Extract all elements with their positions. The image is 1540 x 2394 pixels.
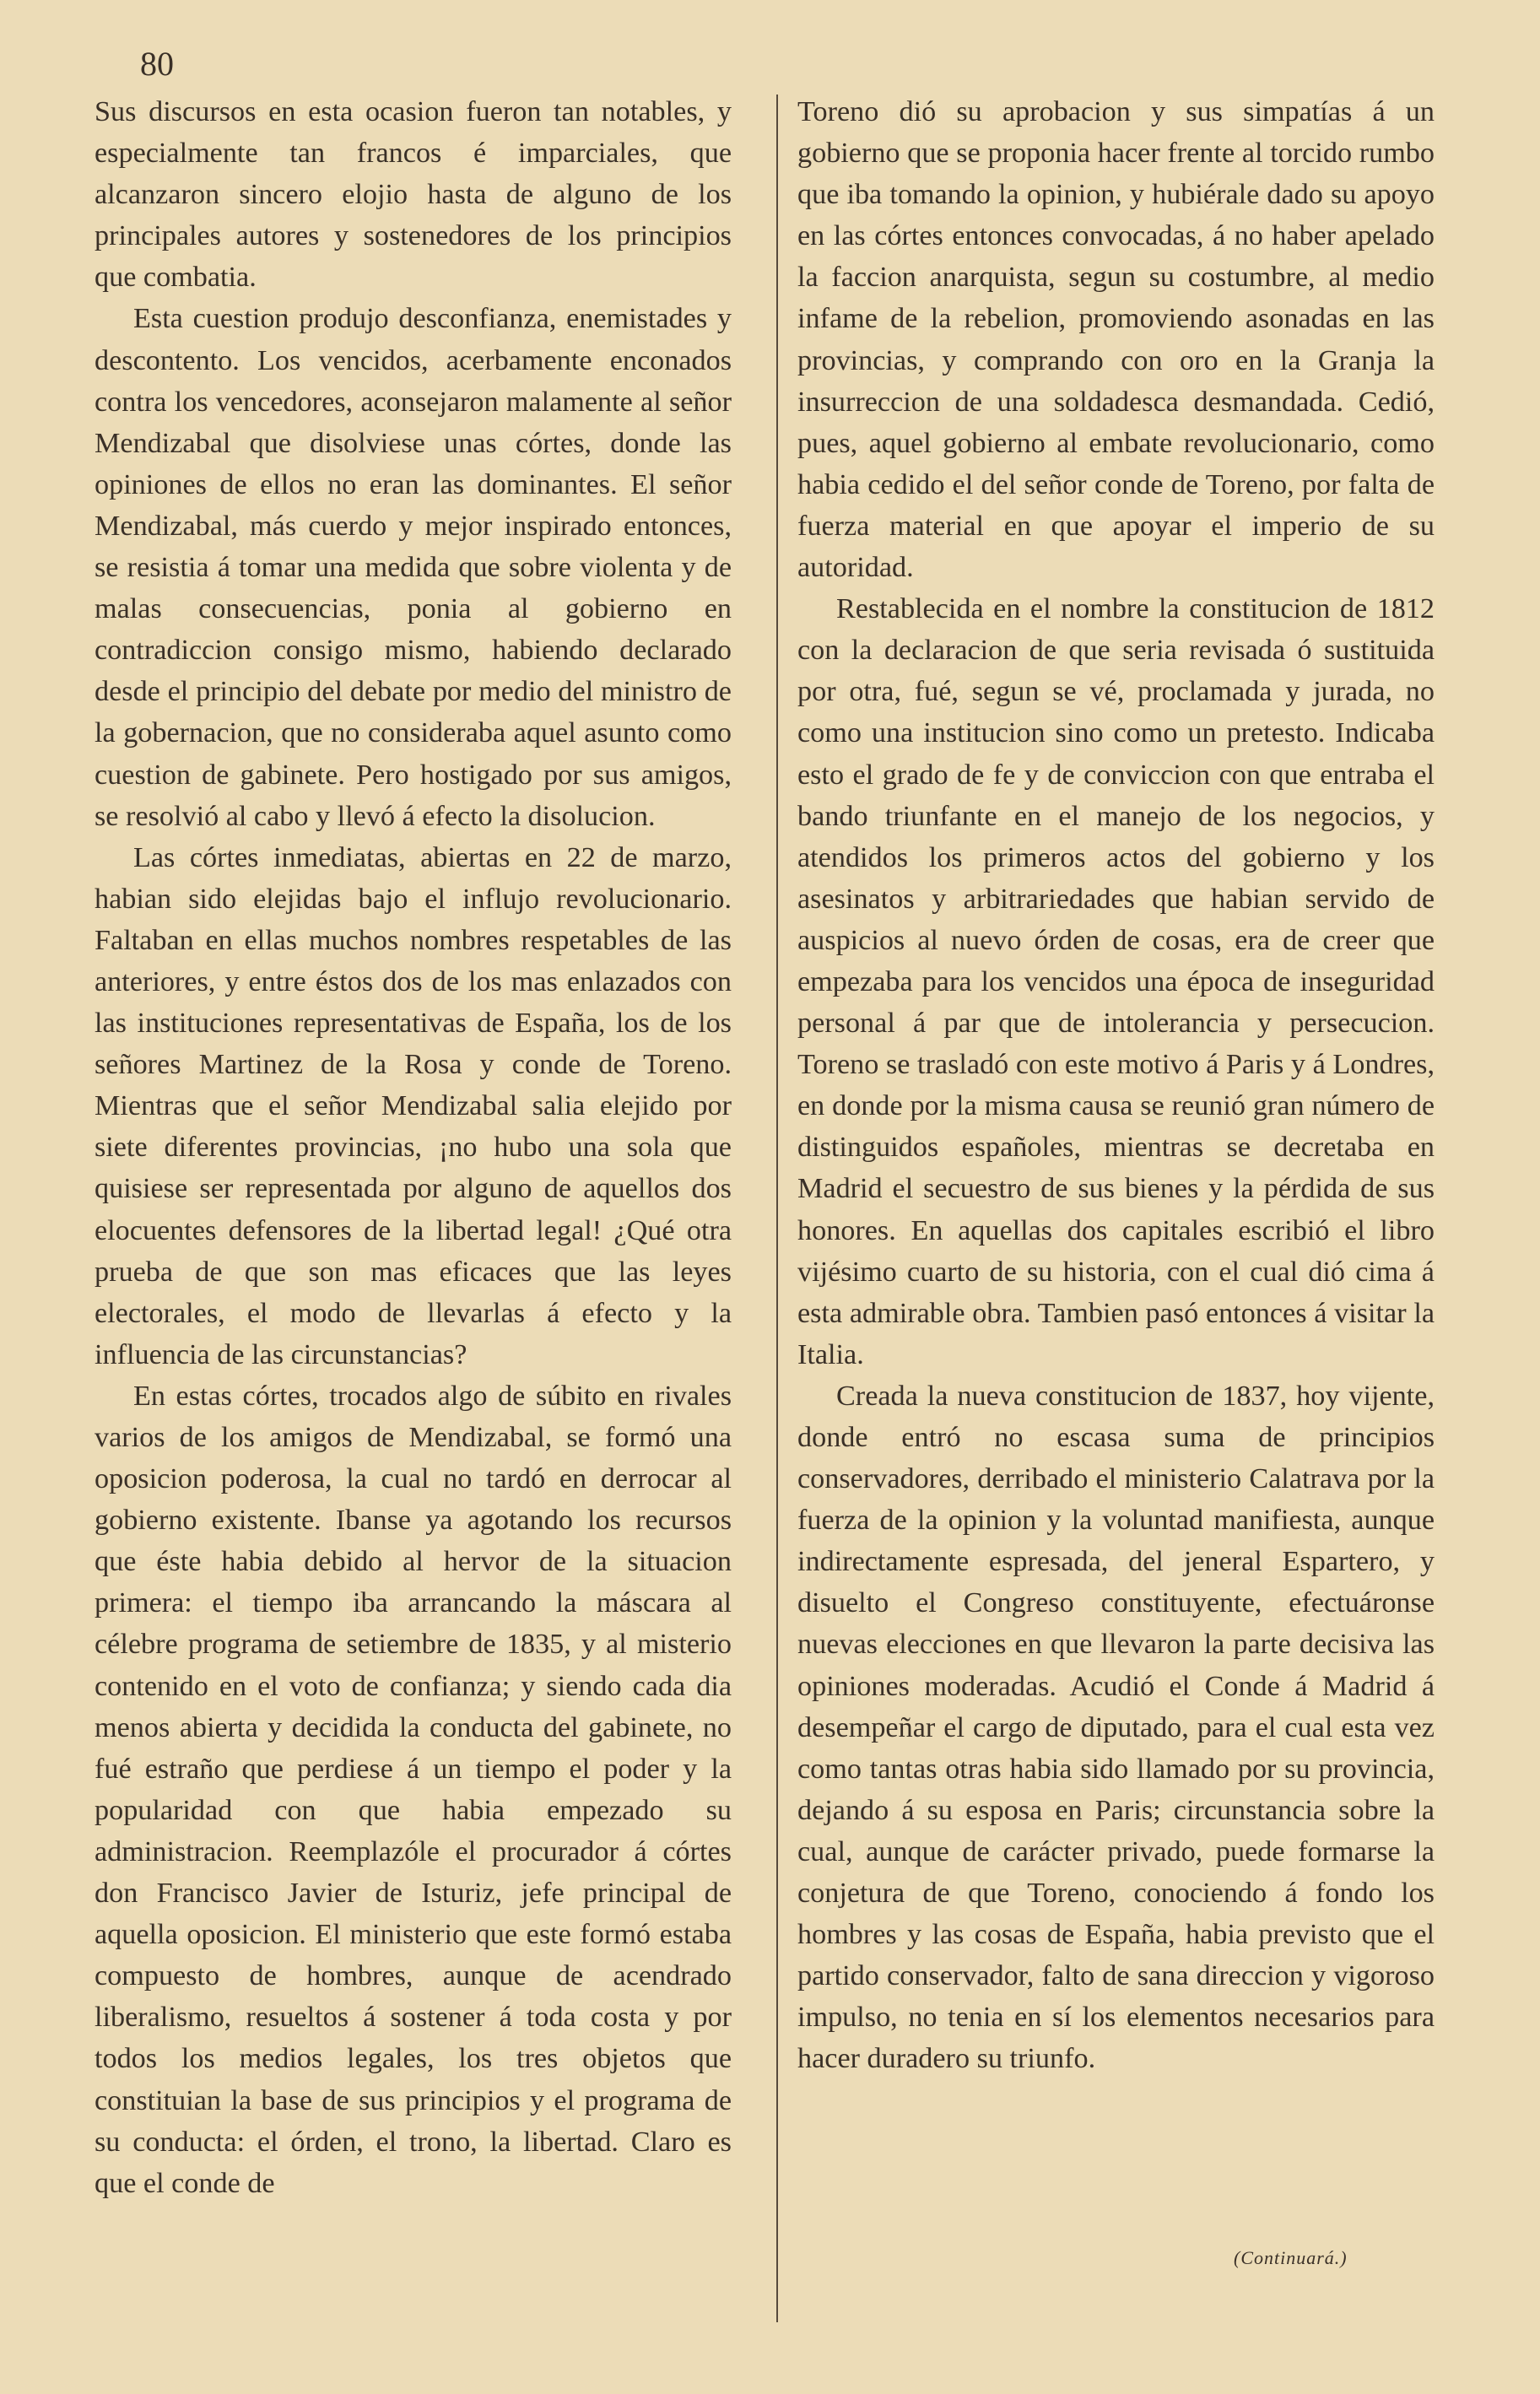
page-number: 80 [140,45,174,83]
continuation-note: (Continuará.) [1234,2247,1348,2268]
column-divider [776,95,778,2322]
left-column [95,91,732,2204]
paragraph: Creada la nueva constitucion de 1837, hoy vijente, donde entró no escasa suma de principios conservadores, derribado el ministerio Calatrava por la fuerza de la opinion y la voluntad manifiesta, aunque indirectamente espresada, del jeneral Espartero, y disuelto el Congreso constituyente, efectuáronse nuevas elecciones en que llevaron la parte decisiva las opiniones moderadas. Acudió el Conde á Madrid á desempeñar el cargo de diputado, para el cual esta vez como tantas otras habia sido llamado por su provincia, dejando á su esposa en Paris; circunstancia sobre la cual, aunque de carácter privado, puede formarse la conjetura de que Toreno, conociendo á fondo los hombres y las cosas de España, habia previsto que el partido conservador, falto de sana direccion y vigoroso impulso, no tenia en sí los elementos necesarios para hacer duradero su triunfo. [797,1380,1435,2075]
paragraph: Restablecida en el nombre la constitucion de 1812 con la declaracion de que seria revisada ó sustituida por otra, fué, segun se vé, proclamada y jurada, no como una institucion sino como un pretesto. Indicaba esto el grado de fe y de conviccion con que entraba el bando triunfante en el manejo de los negocios, y atendidos los primeros actos del gobierno y los asesinatos y arbitrariedades que habian servido de auspicios al nuevo órden de cosas, era de creer que empezaba para los vencidos una época de inseguridad personal á par que de intolerancia y persecucion. Toreno se trasladó con este motivo á Paris y á Londres, en donde por la misma causa se reunió gran número de distinguidos españoles, mientras se decretaba en Madrid el secuestro de sus bienes y la pérdida de sus honores. En aquellas dos capitales escribió el libro vijésimo cuarto de su historia, con el cual dió cima á esta admirable obra. Tambien pasó entonces á visitar la Italia. [797,593,1435,1370]
paragraph: Esta cuestion produjo desconfianza, enemistades y descontento. Los vencidos, acerbamente enconados contra los vencedores, aconsejaron malamente al señor Mendizabal que disolviese unas córtes, donde las opiniones de ellos no eran las dominantes. El señor Mendizabal, más cuerdo y mejor inspirado entonces, se resistia á tomar una medida que sobre violenta y de malas consecuencias, ponia al gobierno en contradiccion consigo mismo, habiendo declarado desde el principio del debate por medio del ministro de la gobernacion, que no consideraba aquel asunto como cuestion de gabinete. Pero hostigado por sus amigos, se resolvió al cabo y llevó á efecto la disolucion. [95,303,732,832]
paragraph: En estas córtes, trocados algo de súbito en rivales varios de los amigos de Mendizabal, se formó una oposicion poderosa, la cual no tardó en derrocar al gobierno existente. Ibanse ya agotando los recursos que éste habia debido al hervor de la situacion primera: el tiempo iba arrancando la máscara al célebre programa de setiembre de 1835, y al misterio contenido en el voto de confianza; y siendo cada dia menos abierta y decidida la conducta del gabinete, no fué estraño que perdiese á un tiempo el poder y la popularidad con que habia empezado su administracion. Reemplazóle el procurador á córtes don Francisco Javier de Isturiz, jefe principal de aquella oposicion. El ministerio que este formó estaba compuesto de hombres, aunque de acendrado liberalismo, resueltos á sostener á toda costa y por todos los medios legales, los tres objetos que constituian la base de sus principios y el programa de su conducta: el órden, el trono, la libertad. Claro es que el conde de [95,1380,732,2199]
paragraph: Sus discursos en esta ocasion fueron tan notables, y especialmente tan francos é imparciales, que alcanzaron sincero elojio hasta de alguno de los principales autores y sostenedores de los principios que combatia. [95,96,732,294]
paragraph: Las córtes inmediatas, abiertas en 22 de marzo, habian sido elejidas bajo el influjo revolucionario. Faltaban en ellas muchos nombres respetables de las anteriores, y entre éstos dos de los mas enlazados con las instituciones representativas de España, los de los señores Martinez de la Rosa y conde de Toreno. Mientras que el señor Mendizabal salia elejido por siete diferentes provincias, ¡no hubo una sola que quisiese ser representada por alguno de aquellos dos elocuentes defensores de la libertad legal! ¿Qué otra prueba de que son mas eficaces que las leyes electorales, el modo de llevarlas á efecto y la influencia de las circunstancias? [95,841,732,1370]
right-column [797,91,1435,2080]
paragraph: Toreno dió su aprobacion y sus simpatías á un gobierno que se proponia hacer frente al torcido rumbo que iba tomando la opinion, y hubiérale dado su apoyo en las córtes entonces convocadas, á no haber apelado la faccion anarquista, segun su costumbre, al medio infame de la rebelion, promoviendo asonadas en las provincias, y comprando con oro en la Granja la insurreccion de una soldadesca desmandada. Cedió, pues, aquel gobierno al embate revolucionario, como habia cedido el del señor conde de Toreno, por falta de fuerza material en que apoyar el imperio de su autoridad. [797,96,1435,584]
